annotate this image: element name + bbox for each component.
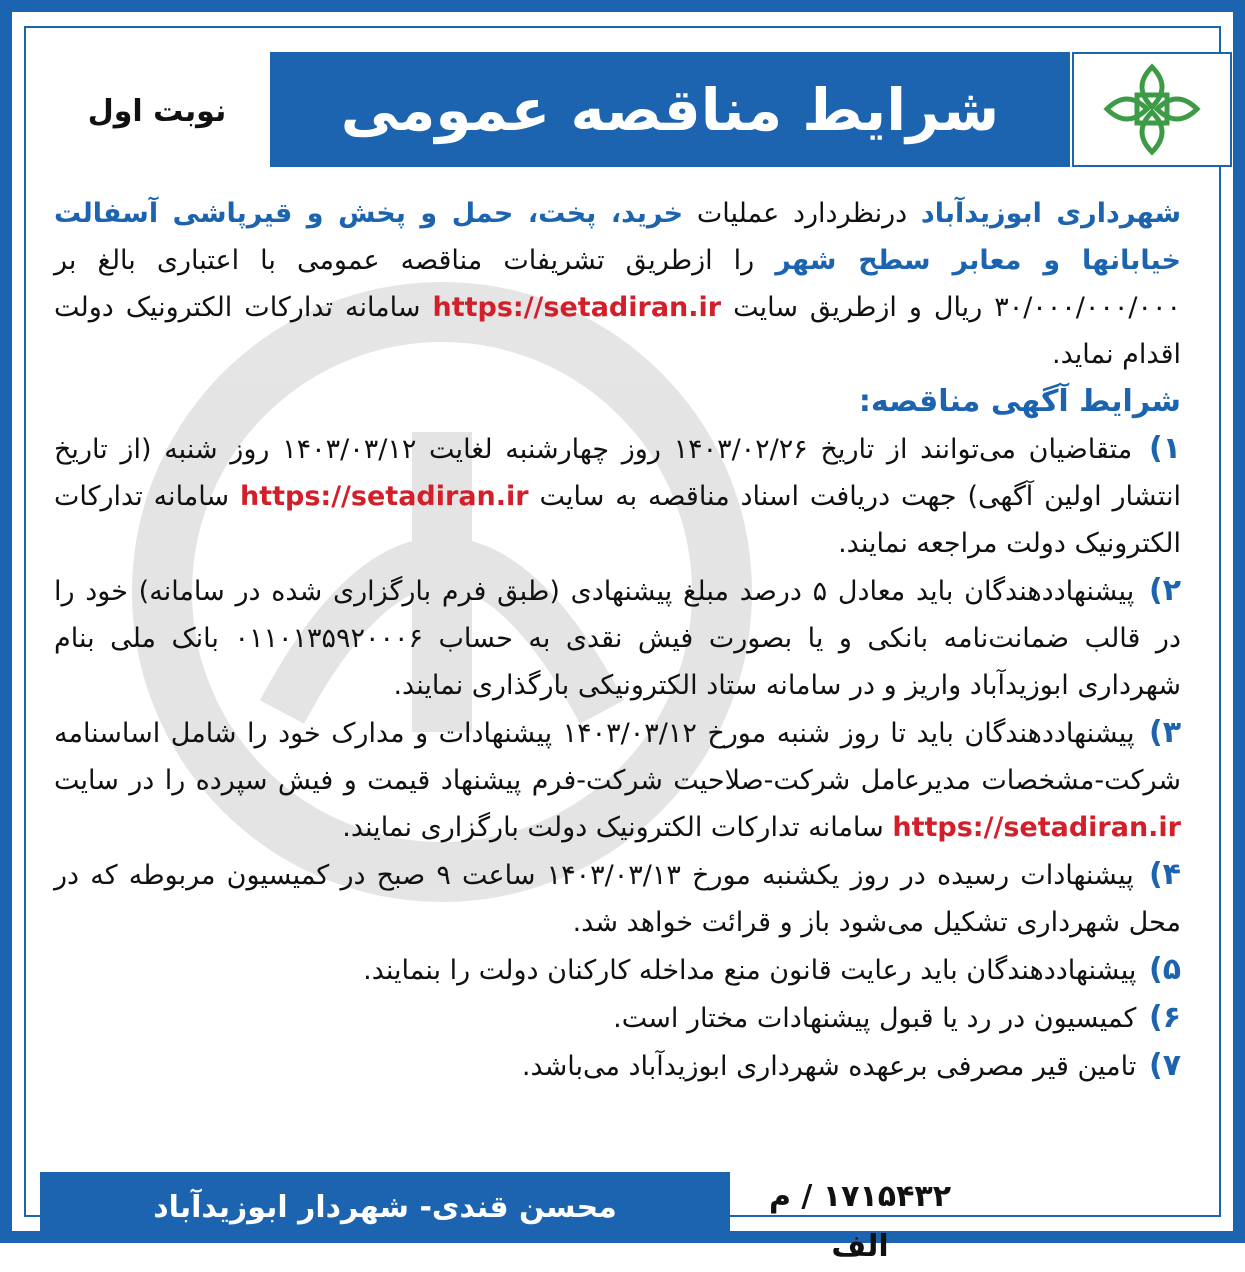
condition-item: [54, 709, 1181, 851]
condition-number: ۵): [1148, 952, 1181, 987]
condition-number: ۲): [1148, 573, 1181, 608]
condition-text: پیشنهادات رسیده در روز یکشنبه مورخ ۱۴۰۳/۰۳/۱۳ ساعت ۹ صبح در کمیسیون مربوطه که در محل شهرداری تشکیل می‌شود باز و قرائت خواهد شد.: [54, 860, 1181, 938]
tender-subject: خرید، پخت، حمل و پخش و قیرپاشی آسفالت خیابانها و معابر سطح شهر: [54, 198, 1181, 276]
condition-item: [54, 994, 1181, 1042]
publication-round: نوبت اول: [87, 94, 227, 129]
intro-text-3: سامانه تدارکات الکترونیک دولت اقدام نماید.: [54, 292, 1181, 370]
condition-number: ۷): [1148, 1048, 1181, 1083]
condition-item: [54, 425, 1181, 567]
condition-text: پیشنهاددهندگان باید رعایت قانون منع مداخله کارکنان دولت را بنمایند.: [363, 955, 1145, 986]
title-banner: [270, 52, 1070, 167]
setadiran-link[interactable]: https://setadiran.ir: [892, 812, 1181, 843]
municipality-logo: [1072, 52, 1232, 167]
intro-text-2: را ازطریق تشریفات مناقصه عمومی با اعتباری بالغ بر ۳۰/۰۰۰/۰۰۰/۰۰۰ ریال و ازطریق سایت: [54, 245, 1182, 323]
condition-item: [54, 946, 1181, 994]
condition-number: ۴): [1148, 857, 1181, 892]
condition-number: ۱): [1148, 431, 1181, 466]
condition-text: پیشنهاددهندگان باید تا روز شنبه مورخ ۱۴۰۳/۰۳/۱۲ پیشنهادات و مدارک خود را شامل اساسنامه شرکت-مشخصات مدیرعامل شرکت-صلاحیت شرکت-فرم پیشنهاد قیمت و فیش سپرده را در سایت: [54, 718, 1181, 796]
intro-paragraph: [54, 190, 1181, 378]
condition-number: ۳): [1148, 715, 1181, 750]
condition-item: [54, 567, 1181, 709]
condition-text: متقاضیان می‌توانند از تاریخ ۱۴۰۳/۰۲/۲۶ روز چهارشنبه لغایت ۱۴۰۳/۰۳/۱۲ روز شنبه (از تاریخ انتشار اولین آگهی) جهت دریافت اسناد مناقصه به سایت: [54, 434, 1181, 512]
condition-item: [54, 851, 1181, 946]
condition-text: پیشنهاددهندگان باید معادل ۵ درصد مبلغ پیشنهادی (طبق فرم بارگزاری شده در سامانه) خود را در قالب ضمانت‌نامه بانکی و یا بصورت فیش نقدی به حساب ۰۱۱۰۱۳۵۹۲۰۰۰۶ بانک ملی بنام شهرداری ابوزیدآباد واریز و در سامانه ستاد الکترونیکی بارگذاری نمایند.: [54, 576, 1181, 701]
mayor-signature: محسن قندی- شهردار ابوزیدآباد: [153, 1189, 617, 1225]
condition-text: سامانه تدارکات الکترونیک دولت بارگزاری نمایند.: [342, 812, 893, 843]
condition-number: ۶): [1148, 1000, 1181, 1035]
condition-text: تامین قیر مصرفی برعهده شهرداری ابوزیدآباد می‌باشد.: [521, 1051, 1145, 1082]
page-title: شرایط مناقصه عمومی: [340, 75, 1000, 144]
conditions-heading: شرایط آگهی مناقصه:: [858, 384, 1181, 419]
notice-body: [54, 190, 1181, 1090]
ad-code: ۱۷۱۵۴۳۲ / م الف: [768, 1179, 952, 1264]
signature-banner: [40, 1172, 730, 1242]
setadiran-link[interactable]: https://setadiran.ir: [239, 481, 529, 512]
logo-emblem-icon: [1092, 62, 1212, 157]
organization-name: شهرداری ابوزیدآباد: [920, 198, 1181, 229]
condition-text: کمیسیون در رد یا قبول پیشنهادات مختار است.: [613, 1003, 1145, 1034]
intro-text-1: درنظردارد عملیات: [683, 198, 921, 229]
setadiran-link[interactable]: https://setadiran.ir: [432, 292, 722, 323]
condition-text: سامانه تدارکات الکترونیک دولت مراجعه نمایند.: [54, 481, 1181, 559]
condition-item: [54, 1042, 1181, 1090]
